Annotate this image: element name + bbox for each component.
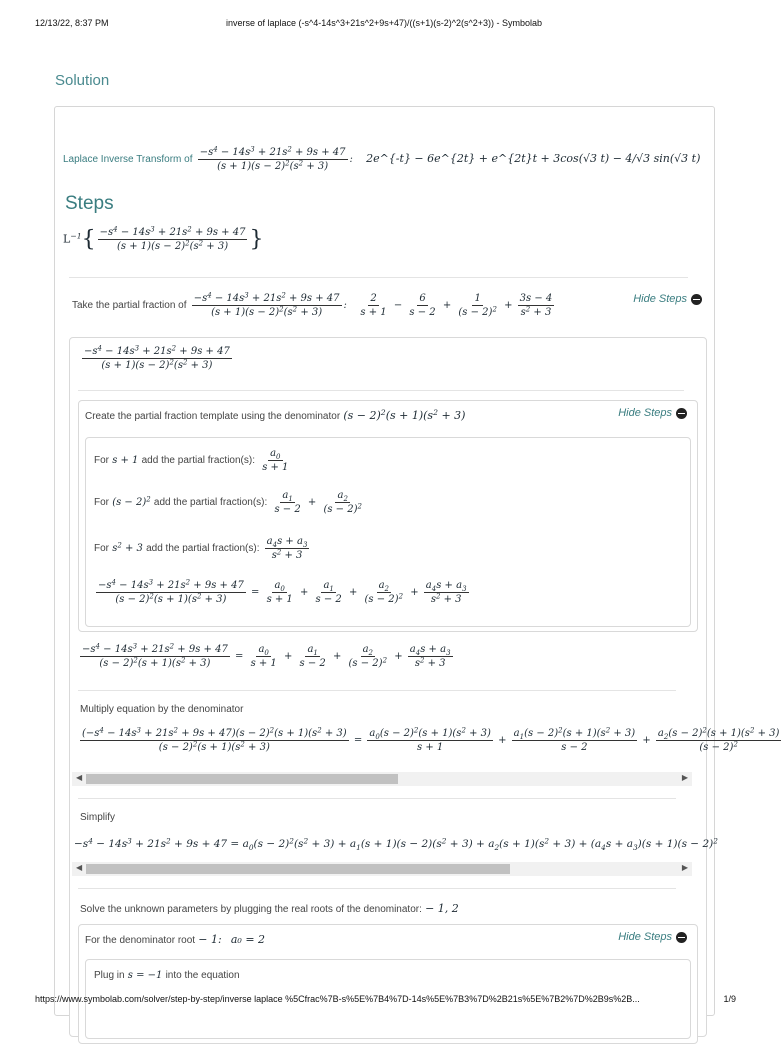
- template-item-1: For s + 1 add the partial fraction(s): $\frac{a_0}{s + 1}$: [94, 448, 289, 473]
- step-partial-fraction: [72, 293, 556, 318]
- template-item-2: For $(s - 2)^2$ add the partial fraction(s): $\frac{a_1}{s - 2}$ + $\frac{a_2}{(s - 2)^2}$: [94, 490, 362, 515]
- scrollbar-thumb[interactable]: [86, 864, 510, 874]
- minus-circle-icon: [676, 408, 687, 419]
- minus-circle-icon: [691, 294, 702, 305]
- template-step-text: Create the partial fraction template using the denominator: [85, 411, 341, 422]
- arrow-left-icon[interactable]: ◀: [76, 863, 83, 872]
- template-equation: $\frac{-s^4 - 14s^3 + 21s^2 + 9s + 47}{(s - 2)^2(s + 1)(s^2 + 3)}$ = $\frac{a_0}{s + 1}$ + $\frac{a_1}{s - 2}$ + $\frac{a_2}{(s - 2)^2}$ + $\frac{a_4s + a_3}{s^2 + 3}$: [98, 578, 467, 605]
- horizontal-scrollbar[interactable]: [72, 772, 692, 786]
- divider: [78, 798, 676, 799]
- template-step: Create the partial fraction template using the denominator $(s - 2)^2(s + 1)(s^2 + 3)$: [85, 408, 466, 422]
- divider: [78, 690, 676, 691]
- multiply-equation: $\frac{(-s^4 - 14s^3 + 21s^2 + 9s + 47)(s - 2)^2(s + 1)(s^2 + 3)}{(s - 2)^2(s + 1)(s^2 + 3)}$ = $\frac{a_0(s - 2)^2(s + 1)(s^2 + 3)}{s + 1}$ + $\frac{a_1(s - 2)^2(s + 1)(s^2 + 3)}{s - 2}$ + $\frac{a_2(s - 2)^2(s + 1)(s^2 + 3)}{(s - 2)^2}$: [82, 726, 780, 753]
- result-row: [63, 147, 700, 172]
- divider: [78, 390, 684, 391]
- steps-heading: Steps: [65, 193, 114, 214]
- print-header: [0, 18, 768, 32]
- template-details-box: [85, 437, 691, 627]
- divider: [78, 888, 676, 889]
- horizontal-scrollbar[interactable]: [72, 862, 692, 876]
- result-fraction: $\frac{-s^4 - 14s^3 + 21s^2 + 9s + 47}{(s + 1)(s - 2)^2(s^2 + 3)}$ :: [199, 145, 357, 172]
- scrollbar-thumb[interactable]: [86, 774, 398, 784]
- template-item-3: For $s^2 + 3$ add the partial fraction(s): $\frac{a_4s + a_3}{s^2 + 3}$: [94, 536, 308, 561]
- template-box: [78, 400, 698, 632]
- hide-steps-button[interactable]: Hide Steps: [618, 931, 687, 943]
- result-label: Laplace Inverse Transform of: [63, 154, 193, 165]
- arrow-right-icon[interactable]: ▶: [681, 863, 688, 872]
- divider: [69, 277, 688, 278]
- hide-steps-button[interactable]: Hide Steps: [618, 407, 687, 419]
- print-page-title: inverse of laplace (-s^4-14s^3+21s^2+9s+47)/((s+1)(s-2)^2(s^2+3)) - Symbolab: [226, 18, 542, 28]
- fraction-expression: $\frac{-s^4 - 14s^3 + 21s^2 + 9s + 47}{(s + 1)(s - 2)^2(s^2 + 3)}$: [84, 344, 230, 371]
- solve-step: Solve the unknown parameters by plugging the real roots of the denominator: − 1, 2: [80, 902, 459, 915]
- hide-steps-button[interactable]: Hide Steps: [633, 293, 702, 305]
- root-step: For the denominator root − 1: a₀ = 2: [85, 933, 266, 946]
- print-url: https://www.symbolab.com/solver/step-by-step/inverse laplace %5Cfrac%7B-s%5E%7B4%7D-14s%5E%7B3%7D%2B21s%5E%7B2%7D%2B9s%2B...: [35, 994, 640, 1004]
- laplace-expression: $L^{-1}${ $\frac{-s^4 - 14s^3 + 21s^2 + 9s + 47}{(s + 1)(s - 2)^2(s^2 + 3)}$ }: [63, 225, 264, 252]
- plug-in-text: Plug in s = −1 into the equation: [94, 970, 240, 981]
- print-page-number: 1/9: [723, 994, 736, 1004]
- solution-title: Solution: [55, 72, 110, 89]
- root-box: [78, 924, 698, 1044]
- multiply-step: Multiply equation by the denominator: [80, 704, 244, 715]
- result-answer: 2e^{-t} − 6e^{2t} + e^{2t}t + 3cos(√3 t) − 4/√3 sin(√3 t): [366, 152, 701, 165]
- print-datetime: 12/13/22, 8:37 PM: [35, 18, 109, 28]
- template-equation-result: $\frac{-s^4 - 14s^3 + 21s^2 + 9s + 47}{(s - 2)^2(s + 1)(s^2 + 3)}$ = $\frac{a_0}{s + 1}$ + $\frac{a_1}{s - 2}$ + $\frac{a_2}{(s - 2)^2}$ + $\frac{a_4s + a_3}{s^2 + 3}$: [82, 642, 451, 669]
- simplify-step: Simplify: [80, 812, 116, 823]
- arrow-left-icon[interactable]: ◀: [76, 773, 83, 782]
- step-expression: $\frac{-s^4 - 14s^3 + 21s^2 + 9s + 47}{(s + 1)(s - 2)^2(s^2 + 3)}$ : $\frac{2}{s + 1}$ − $\frac{6}{s - 2}$ + $\frac{1}{(s - 2)^2}$ + $\frac{3s - 4}{s^2 + 3}$: [193, 291, 553, 318]
- arrow-right-icon[interactable]: ▶: [681, 773, 688, 782]
- print-footer: [0, 994, 768, 1008]
- minus-circle-icon: [676, 932, 687, 943]
- step-text: Take the partial fraction of: [72, 300, 187, 311]
- simplify-equation: $-s^4 - 14s^3 + 21s^2 + 9s + 47 = a_0(s - 2)^2(s^2 + 3) + a_1(s + 1)(s - 2)(s^2 + 3) + a_2(s + 1)(s^2 + 3) + (a_4s + a_3)(s + 1)(s - 2)^2$: [74, 836, 718, 853]
